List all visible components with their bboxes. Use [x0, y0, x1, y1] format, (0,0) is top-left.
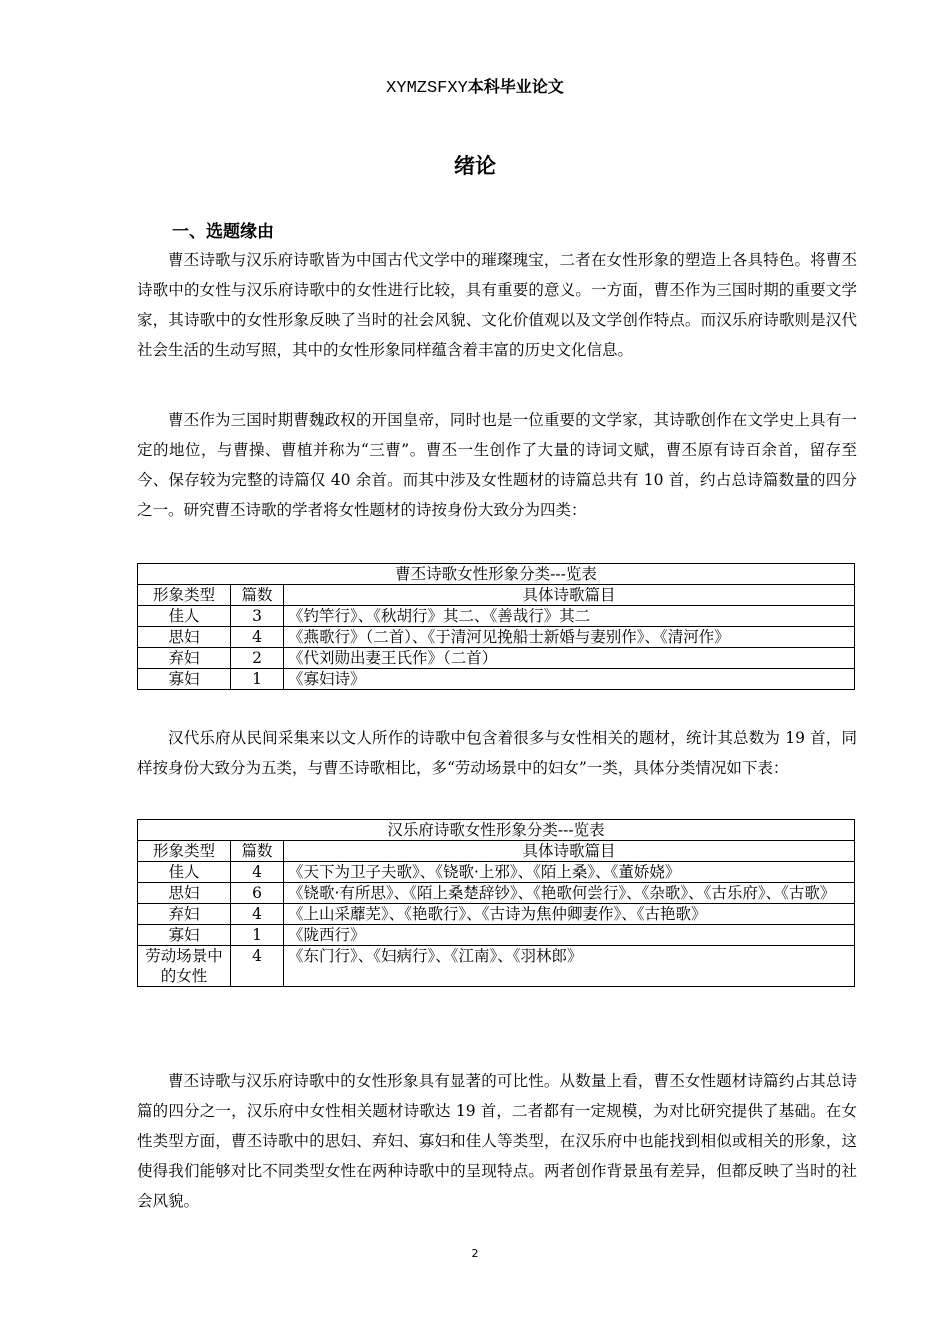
cell-count: 1 [231, 669, 284, 690]
cell-count: 4 [231, 862, 284, 883]
caopi-classification-table [137, 563, 855, 690]
cell-titles: 《上山采蘼芜》、《艳歌行》、《古诗为焦仲卿妻作》、《古艳歌》 [284, 904, 855, 925]
section-heading: 一、选题缘由 [172, 222, 274, 242]
table-row [138, 627, 855, 648]
table-row [138, 946, 855, 987]
cell-count: 4 [231, 627, 284, 648]
yuefu-classification-table [137, 819, 855, 987]
header-type: 形象类型 [138, 585, 231, 606]
table-row [138, 925, 855, 946]
cell-type: 寡妇 [138, 669, 231, 690]
cell-type: 佳人 [138, 862, 231, 883]
table-row [138, 669, 855, 690]
cell-count: 3 [231, 606, 284, 627]
table-row [138, 883, 855, 904]
cell-count: 4 [231, 904, 284, 925]
header-titles: 具体诗歌篇目 [284, 585, 855, 606]
cell-count: 4 [231, 946, 284, 987]
running-header [0, 74, 950, 98]
cell-titles: 《天下为卫子夫歌》、《铙歌·上邪》、《陌上桑》、《董娇娆》 [284, 862, 855, 883]
cell-titles: 《陇西行》 [284, 925, 855, 946]
header-titles: 具体诗歌篇目 [284, 841, 855, 862]
table-row [138, 606, 855, 627]
cell-titles: 《燕歌行》（二首）、《于清河见挽船士新婚与妻别作》、《清河作》 [284, 627, 855, 648]
cell-type: 寡妇 [138, 925, 231, 946]
cell-titles: 《寡妇诗》 [284, 669, 855, 690]
paragraph-2: 曹丕作为三国时期曹魏政权的开国皇帝，同时也是一位重要的文学家，其诗歌创作在文学史上具有一定的地位，与曹操、曹植并称为“三曹”。曹丕一生创作了大量的诗词文赋，曹丕原有诗百余首，留存至今、保存较为完整的诗篇仅 40 余首。而其中涉及女性题材的诗篇总共有 10 首，约占总诗篇数量的四分之一。研究曹丕诗歌的学者将女性题材的诗按身份大致分为四类： [137, 411, 857, 519]
table-row [138, 648, 855, 669]
table-row [138, 862, 855, 883]
cell-type: 劳动场景中的女性 [138, 946, 231, 987]
paragraph-4: 曹丕诗歌与汉乐府诗歌中的女性形象具有显著的可比性。从数量上看，曹丕女性题材诗篇约占其总诗篇的四分之一，汉乐府中女性相关题材诗歌达 19 首，二者都有一定规模，为对比研究提供了基础。在女性类型方面，曹丕诗歌中的思妇、弃妇、寡妇和佳人等类型，在汉乐府中也能找到相似或相关的形象，这使得我们能够对比不同类型女性在两种诗歌中的呈现特点。两者创作背景虽有差异，但都反映了当时的社会风貌。 [137, 1072, 857, 1210]
cell-count: 2 [231, 648, 284, 669]
header-count: 篇数 [231, 841, 284, 862]
chapter-title: 绪论 [454, 154, 496, 178]
table-row [138, 904, 855, 925]
cell-titles: 《钓竿行》、《秋胡行》其二、《善哉行》其二 [284, 606, 855, 627]
table-caption: 汉乐府诗歌女性形象分类---览表 [138, 820, 855, 841]
cell-count: 6 [231, 883, 284, 904]
cell-type: 弃妇 [138, 648, 231, 669]
cell-count: 1 [231, 925, 284, 946]
cell-type: 思妇 [138, 627, 231, 648]
cell-titles: 《东门行》、《妇病行》、《江南》、《羽林郎》 [284, 946, 855, 987]
header-count: 篇数 [231, 585, 284, 606]
paragraph-3: 汉代乐府从民间采集来以文人所作的诗歌中包含着很多与女性相关的题材，统计其总数为 19 首，同样按身份大致分为五类，与曹丕诗歌相比，多“劳动场景中的妇女”一类，具体分类情况如下表： [137, 729, 857, 777]
cell-type: 思妇 [138, 883, 231, 904]
header-cn: 本科毕业论文 [467, 77, 564, 96]
header-latin: XYMZSFXY [386, 79, 468, 98]
paragraph-1: 曹丕诗歌与汉乐府诗歌皆为中国古代文学中的璀璨瑰宝，二者在女性形象的塑造上各具特色。将曹丕诗歌中的女性与汉乐府诗歌中的女性进行比较，具有重要的意义。一方面，曹丕作为三国时期的重要文学家，其诗歌中的女性形象反映了当时的社会风貌、文化价值观以及文学创作特点。而汉乐府诗歌则是汉代社会生活的生动写照，其中的女性形象同样蕴含着丰富的历史文化信息。 [137, 251, 857, 359]
cell-titles: 《铙歌·有所思》、《陌上桑楚辞钞》、《艳歌何尝行》、《杂歌》、《古乐府》、《古歌》 [284, 883, 855, 904]
cell-type: 弃妇 [138, 904, 231, 925]
cell-type: 佳人 [138, 606, 231, 627]
header-type: 形象类型 [138, 841, 231, 862]
page-number: 2 [471, 1247, 479, 1260]
table-caption: 曹丕诗歌女性形象分类---览表 [138, 564, 855, 585]
cell-titles: 《代刘勋出妻王氏作》（二首） [284, 648, 855, 669]
